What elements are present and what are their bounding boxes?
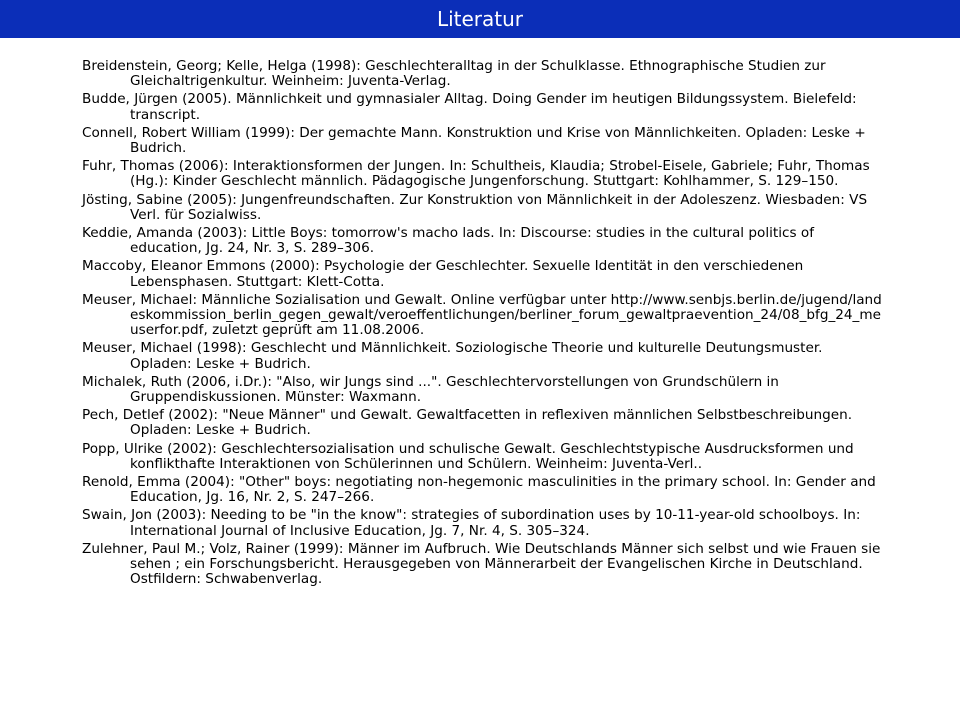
slide-title-bar <box>0 0 960 38</box>
reference-item: Swain, Jon (2003): Needing to be "in the know": strategies of subordination uses by 10-11-year-old schoolboys. In: International Journal of Inclusive Education, Jg. 7, Nr. 4, S. 305–324. <box>82 507 861 539</box>
reference-item: Zulehner, Paul M.; Volz, Rainer (1999): Männer im Aufbruch. Wie Deutschlands Männer sich selbst und wie Frauen sie sehen ; ein Forschungsbericht. Herausgegeben von Männerarbeit der Evangelischen Kirche in Deutschland. Ostfildern: Schwabenverlag. <box>82 540 881 588</box>
reference-item: Fuhr, Thomas (2006): Interaktionsformen der Jungen. In: Schultheis, Klaudia; Strobel-Eisele, Gabriele; Fuhr, Thomas (Hg.): Kinder Geschlecht männlich. Pädagogische Jungenforschung. Stuttgart: Kohlhammer, S. 129–150. <box>82 158 870 190</box>
reference-item: Jösting, Sabine (2005): Jungenfreundschaften. Zur Konstruktion von Männlichkeit in der Adoleszenz. Wiesbaden: VS Verl. für Sozialwiss. <box>82 191 868 223</box>
reference-item: Keddie, Amanda (2003): Little Boys: tomorrow's macho lads. In: Discourse: studies in the cultural politics of education, Jg. 24, Nr. 3, S. 289–306. <box>82 225 814 257</box>
reference-item: Michalek, Ruth (2006, i.Dr.): "Also, wir Jungs sind ...". Geschlechtervorstellungen von Grundschülern in Gruppendiskussionen. Münster: Waxmann. <box>82 373 779 406</box>
reference-item: Connell, Robert William (1999): Der gemachte Mann. Konstruktion und Krise von Männlichkeiten. Opladen: Leske + Budrich. <box>82 124 866 157</box>
reference-item: Budde, Jürgen (2005). Männlichkeit und gymnasialer Alltag. Doing Gender im heutigen Bildungssystem. Bielefeld: transcript. <box>82 91 857 123</box>
slide-title: Literatur <box>436 7 524 31</box>
reference-item: Pech, Detlef (2002): "Neue Männer" und Gewalt. Gewaltfacetten in reflexiven männlichen Selbstbeschreibungen. Opladen: Leske + Budrich. <box>82 407 853 439</box>
reference-item: Renold, Emma (2004): "Other" boys: negotiating non-hegemonic masculinities in the primary school. In: Gender and Education, Jg. 16, Nr. 2, S. 247–266. <box>82 474 876 506</box>
reference-item: Meuser, Michael: Männliche Sozialisation und Gewalt. Online verfügbar unter http://www.senbjs.berlin.de/jugend/landeskommission_berlin_gegen_gewalt/veroeffentlichungen/berliner_forum_gewaltpraevention_24/08_bfg_24_meuserfor.pdf, zuletzt geprüft am 11.08.2006. <box>82 291 882 339</box>
reference-item: Breidenstein, Georg; Kelle, Helga (1998): Geschlechteralltag in der Schulklasse. Ethnographische Studien zur Gleichaltrigenkultur. Weinheim: Juventa-Verlag. <box>82 58 826 90</box>
reference-item: Maccoby, Eleanor Emmons (2000): Psychologie der Geschlechter. Sexuelle Identität in den verschiedenen Lebensphasen. Stuttgart: Klett-Cotta. <box>82 258 804 290</box>
reference-item: Popp, Ulrike (2002): Geschlechtersozialisation und schulische Gewalt. Geschlechtstypische Ausdrucksformen und konflikthafte Interaktionen von Schülerinnen und Schülern. Weinheim: Juventa-Verl.. <box>82 440 854 472</box>
reference-list <box>82 59 882 591</box>
reference-item: Meuser, Michael (1998): Geschlecht und Männlichkeit. Soziologische Theorie und kulturelle Deutungsmuster. Opladen: Leske + Budrich. <box>82 340 823 372</box>
